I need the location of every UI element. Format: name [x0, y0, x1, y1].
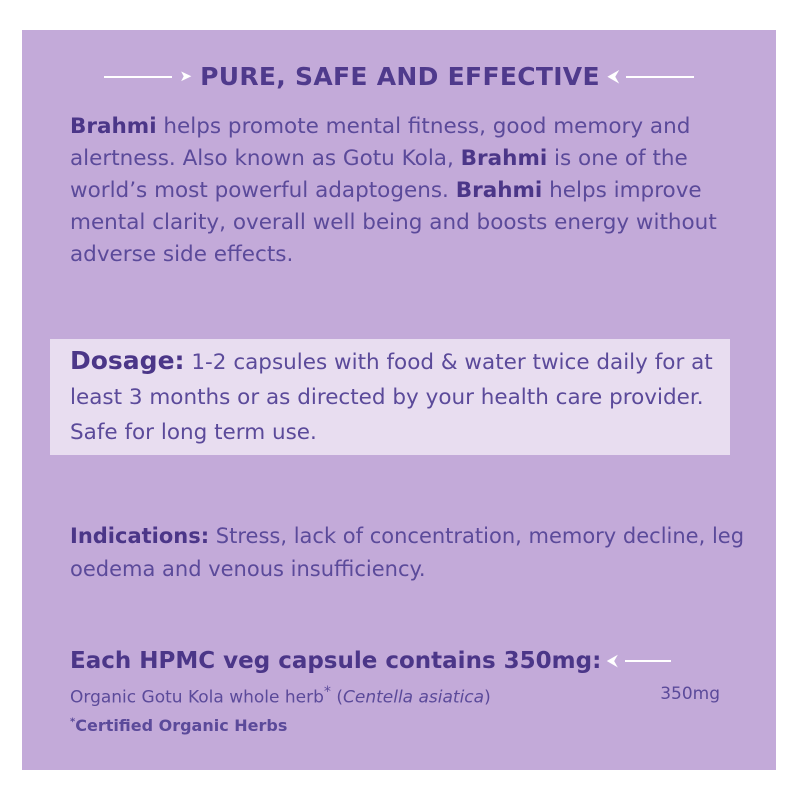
section-heading [22, 62, 776, 91]
arrow-leaf-icon: ⮜ [607, 653, 618, 669]
arrow-leaf-icon: ➤ [179, 67, 193, 85]
ingredient-latin-name: Centella asiatica [343, 687, 485, 708]
ingredient-asterisk: * [323, 684, 331, 700]
brahmi-bold-2: Brahmi [460, 146, 548, 171]
arrow-leaf-icon: ⮜ [607, 67, 619, 85]
intro-paragraph [70, 111, 750, 271]
ingredient-amount: 350mg [660, 684, 720, 704]
indications-paragraph [70, 520, 750, 586]
brahmi-bold-1: Brahmi [70, 114, 157, 139]
footnote-text: Certified Organic Herbs [75, 716, 288, 735]
heading-left-rule [104, 76, 172, 78]
indications-label: Indications: [70, 524, 210, 548]
dosage-label: Dosage: [70, 346, 185, 375]
capsule-title: Each HPMC veg capsule contains 350mg: [70, 648, 602, 674]
ingredient-row [70, 684, 720, 708]
ingredient-description: Organic Gotu Kola whole herb* (Centella asiatica) [70, 684, 491, 708]
capsule-heading [70, 648, 671, 674]
dosage-paragraph [70, 343, 730, 450]
ingredient-name: Organic Gotu Kola whole herb [70, 687, 324, 708]
brahmi-bold-3: Brahmi [455, 178, 543, 203]
footnote-asterisk: * [70, 716, 76, 728]
intro-text-1: helps promote mental fitness, good memory and alertness. Also known as Gotu Kola, [70, 114, 691, 171]
intro-text-3: helps improve mental clarity, overall well being and boosts energy without adverse side effects. [70, 178, 717, 267]
dosage-text: 1-2 capsules with food & water twice daily for at least 3 months or as directed by your health care provider. Safe for long term use. [70, 350, 713, 445]
indications-text: Stress, lack of concentration, memory decline, leg oedema and venous insufficiency. [70, 524, 745, 581]
heading-right-rule [626, 76, 694, 78]
intro-text-2: is one of the world’s most powerful adaptogens. [70, 146, 688, 203]
section-title: PURE, SAFE AND EFFECTIVE [200, 62, 600, 91]
capsule-rule [625, 660, 671, 662]
footnote [70, 716, 287, 735]
